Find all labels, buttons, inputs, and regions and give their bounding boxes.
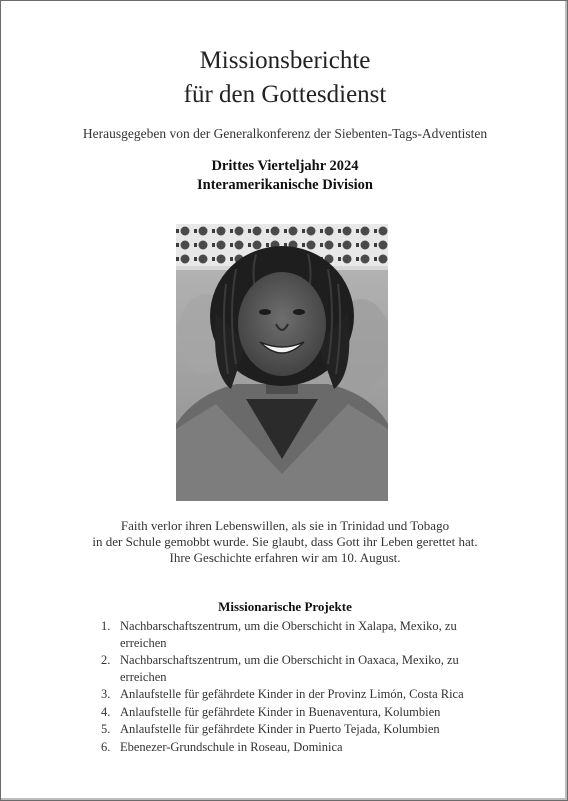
list-item-number: 1.: [101, 619, 111, 633]
photo-caption: [1, 518, 568, 566]
caption-line: Ihre Geschichte erfahren wir am 10. August.: [169, 550, 401, 565]
list-item-text: Anlaufstelle für gefährdete Kinder in Buenaventura, Kolumbien: [120, 704, 441, 719]
list-item-text: Nachbarschaftszentrum, um die Oberschicht in Oaxaca, Mexiko, zu erreichen: [120, 653, 459, 684]
portrait-photo: [176, 224, 388, 501]
projects-heading: Missionarische Projekte: [218, 599, 352, 614]
list-item-text: Anlaufstelle für gefährdete Kinder in Puerto Tejada, Kolumbien: [120, 722, 440, 736]
caption-line: Faith verlor ihren Lebenswillen, als sie in Trinidad und Tobago: [120, 518, 450, 533]
division-heading: Interamerikanische Division: [196, 177, 373, 193]
portrait-illustration: [176, 224, 388, 501]
list-item: [101, 721, 501, 738]
list-item-number: 4.: [101, 704, 111, 719]
list-item: [101, 704, 501, 721]
publisher-line: Herausgegeben von der Generalkonferenz der Siebenten-Tags-Adventisten: [82, 126, 488, 141]
title-line-2: für den Gottesdienst: [183, 81, 387, 108]
list-item-number: 5.: [101, 722, 111, 736]
list-item-text: Anlaufstelle für gefährdete Kinder in der Provinz Limón, Costa Rica: [120, 687, 464, 701]
list-item: [101, 739, 501, 756]
list-item-number: 6.: [101, 739, 111, 754]
list-item: [101, 618, 501, 651]
list-item-text: Ebenezer-Grundschule in Roseau, Dominica: [120, 739, 343, 754]
projects-list: [101, 618, 501, 756]
list-item-number: 3.: [101, 687, 111, 701]
list-item-text: Nachbarschaftszentrum, um die Oberschicht in Xalapa, Mexiko, zu erreichen: [120, 619, 457, 650]
title-line-1: Missionsberichte: [199, 47, 371, 74]
list-item-number: 2.: [101, 653, 111, 667]
caption-line: in der Schule gemobbt wurde. Sie glaubt, dass Gott ihr Leben gerettet hat.: [92, 534, 478, 549]
list-item: [101, 686, 501, 703]
list-item: [101, 652, 501, 685]
quarter-heading: Drittes Vierteljahr 2024: [211, 158, 359, 174]
